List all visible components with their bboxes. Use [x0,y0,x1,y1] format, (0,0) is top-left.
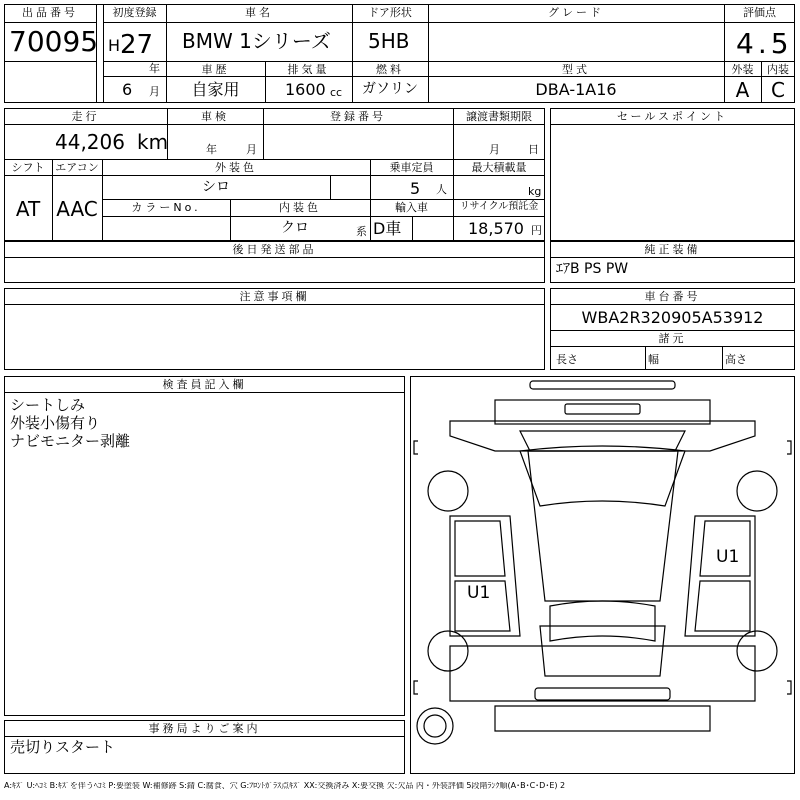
inspector-note: ナビモニター剥離 [10,432,131,450]
car-name: BMW 1シリーズ [182,29,331,53]
history: 自家用 [191,80,240,99]
inspector-note: 外装小傷有り [10,414,101,432]
shift: AT [15,197,41,221]
bracket-right-top [787,441,791,454]
interior-color-label: 内装色 [279,201,321,214]
fuel-label: 燃料 [376,63,404,76]
front-lip-outline [565,404,640,414]
capacity-unit: 人 [436,183,447,196]
sales-point-label: セールスポイント [616,110,728,123]
model: DBA-1A16 [535,80,617,99]
office-text: 売切りスタート [10,738,116,756]
spare-wheel [417,708,453,744]
registration-no-label: 登録番号 [330,110,386,123]
door-label: ドア形状 [368,6,412,19]
rear-right-wheel [737,631,777,671]
registration-year: 27 [120,30,154,60]
chassis-label: 車台番号 [644,290,701,303]
max-load-label: 最大積載量 [471,161,527,174]
aircon: AAC [56,197,98,221]
inspector-label: 検査員記入欄 [162,378,247,391]
score: 4.5 [736,27,793,60]
exterior-grade: A [735,78,750,102]
fuel: ガソリン [362,81,418,97]
displacement: 1600 [285,80,326,99]
exterior-grade-label: 外装 [731,63,754,76]
exterior-color: シロ [202,179,230,195]
shift-label: シフト [11,161,45,174]
inspection-label: 車検 [201,110,229,123]
lot-number-label: 出品番号 [22,6,78,19]
mileage-unit: km [137,130,169,154]
roof-outline [550,601,655,641]
car-name-label: 車名 [245,6,273,19]
displacement-unit: cc [330,86,343,99]
capacity: 5 [410,179,421,198]
sales-point-box [550,108,795,241]
rear-left-wheel [428,631,468,671]
front-bumper-outline [530,381,675,389]
later-parts-label: 後日発送部品 [232,243,317,256]
right-rear-door-outline [695,581,750,631]
transfer-month-unit: 月 [489,143,500,156]
rear-body-outline [450,646,755,701]
transfer-day-unit: 日 [528,143,539,156]
chassis-number: WBA2R320905A53912 [581,308,764,327]
damage-mark-left-door: U1 [467,583,491,603]
rear-bumper-outline [495,706,710,731]
office-label: 事務局よりご案内 [148,722,261,735]
era: H [108,36,121,55]
recycle-fee: 18,570 [468,219,524,238]
mileage: 44,206 [55,130,125,154]
caution-label: 注意事項欄 [239,290,310,303]
genuine-equipment-label: 純正装備 [644,243,701,256]
aircon-label: エアコン [55,161,99,174]
rear-window-outline [540,626,665,676]
interior-grade: C [771,78,785,102]
cabin-outline [528,451,678,601]
width-label: 幅 [648,353,659,366]
inspection-year-unit: 年 [206,143,217,156]
front-body-outline [520,446,685,506]
score-label: 評価点 [743,6,776,19]
displacement-label: 排気量 [287,63,330,76]
bracket-left-bottom [414,681,418,694]
door-type: 5HB [368,29,410,53]
recycle-label: リサイクル預託金 [459,201,539,212]
model-label: 型式 [562,63,590,76]
front-right-wheel [737,471,777,511]
car-diagram [410,376,795,774]
bracket-right-bottom [787,681,791,694]
first-registration-label: 初度登録 [112,6,157,19]
interior-color: クロ [281,220,309,236]
exterior-color-label: 外装色 [215,161,257,174]
spare-wheel-inner [424,715,446,737]
inspector-notes [10,396,130,450]
dimensions-label: 諸元 [658,332,687,345]
capacity-label: 乗車定員 [389,161,434,174]
recycle-unit: 円 [531,224,542,237]
bracket-left-top [414,441,418,454]
length-label: 長さ [556,353,578,366]
genuine-equipment: ｴｱB PS PW [556,261,629,277]
mileage-label: 走行 [71,110,100,123]
legend: A:ｷｽﾞ U:ﾍｺﾐ B:ｷｽﾞを伴うﾍｺﾐ P:要塗装 W:補修跡 S:錆 C:腐食、穴 G:ﾌﾛﾝﾄｶﾞﾗｽ点ｷｽﾞ XX:交換済み X:要交換 欠:欠品 内・外装評価 5段階ﾗﾝｸ順(A･B･C･D･E) 2 [4,782,566,790]
history-label: 車歴 [201,63,230,76]
grade-label: グレード [548,6,604,19]
color-no-label: カラーNo. [131,201,201,214]
height-label: 高さ [725,353,747,366]
registration-month: 6 [122,80,133,99]
interior-grade-label: 内装 [767,63,789,76]
transfer-deadline-label: 譲渡書類期限 [466,110,532,123]
left-door-outline [455,521,505,576]
import-label: 輸入車 [395,201,428,214]
inspector-note: シートしみ [10,396,86,414]
lot-number: 70095 [9,25,99,58]
damage-mark-right-door: U1 [716,547,740,567]
import-value: D車 [373,219,402,238]
max-load-unit: kg [528,185,542,198]
rear-gate-outline [535,688,670,700]
interior-color-unit: 系 [356,225,367,238]
front-left-wheel [428,471,468,511]
year-unit: 年 [149,62,160,75]
month-unit: 月 [149,85,160,98]
inspection-month-unit: 月 [246,143,257,156]
